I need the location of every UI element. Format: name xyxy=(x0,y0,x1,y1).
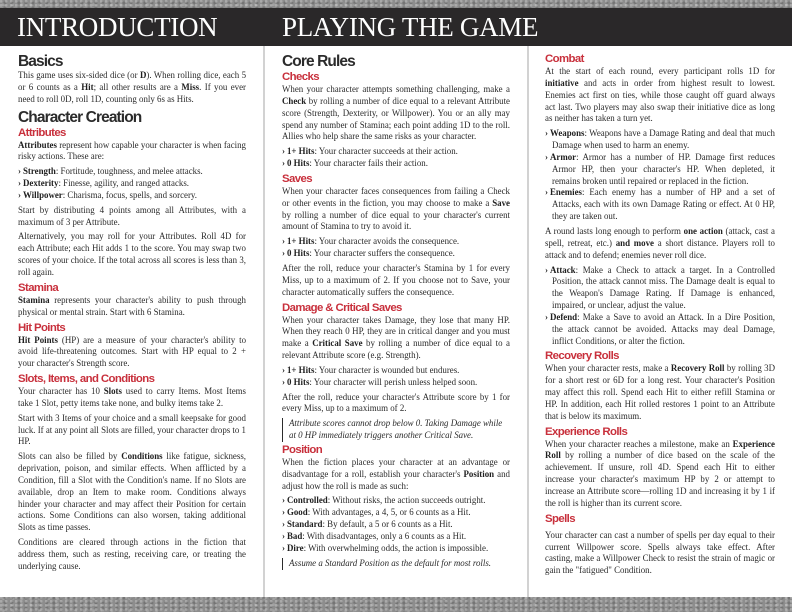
attributes-distribution-text: Start by distributing 4 points among all Attributes, with a maximum of 3 per Attribute. xyxy=(18,204,246,227)
saves-after-text: After the roll, reduce your character's Stamina by 1 for every Miss, up to a maximum of 2. If you choose not to Save, your character automatically suffers the consequence. xyxy=(282,262,510,297)
caret-icon: › xyxy=(545,128,548,139)
caret-icon: › xyxy=(545,187,548,198)
combat-column xyxy=(545,46,775,597)
list-item: › Attack: Make a Check to attack a target. In a Controlled Position, the attack cannot miss. The Damage dealt is equal to the Weapon's Damage Rating. If Damage is enhanced, impaired, or unclear, adjust the value. xyxy=(545,264,775,311)
list-item: › Defend: Make a Save to avoid an Attack. In a Dire Position, the attack cannot be avoided. Attacks may deal Damage, inflict Conditions, or alter the fiction. xyxy=(545,311,775,346)
list-item: › 1+ Hits: Your character is wounded but endures. xyxy=(282,364,460,375)
caret-icon: › xyxy=(545,151,548,162)
list-item: › 0 Hits: Your character fails their action. xyxy=(282,158,428,169)
caret-icon: › xyxy=(282,146,285,157)
hit-points-heading: Hit Points xyxy=(18,321,66,334)
attributes-list xyxy=(18,166,246,202)
conditions-cleared-text: Conditions are cleared through actions in the fiction that address them, such as resting, receiving care, or treating the underlying cause. xyxy=(18,537,246,571)
damage-heading: Damage & Critical Saves xyxy=(282,301,402,314)
hit-points-text: Hit Points (HP) are a measure of your character's ability to avoid life-threatening outcomes. Start with HP equal to 2 + your character's Strength score. xyxy=(18,334,246,369)
caret-icon: › xyxy=(282,495,285,506)
caret-icon: › xyxy=(545,264,548,275)
list-item: › Dire: With overwhelming odds, the action is impossible. xyxy=(282,542,489,553)
page-header xyxy=(0,8,792,46)
damage-after-text: After the roll, reduce your character's Attribute score by 1 for every Miss, up to a maximum of 2. xyxy=(282,391,510,414)
caret-icon: › xyxy=(282,376,285,387)
list-item: › Willpower: Charisma, focus, spells, and sorcery. xyxy=(18,189,197,200)
list-item: › 1+ Hits: Your character avoids the consequence. xyxy=(282,236,460,247)
stamina-text: Stamina represents your character's ability to push through physical or mental strain. Start with 6 Stamina. xyxy=(18,294,246,317)
caret-icon: › xyxy=(18,166,21,177)
checks-text: When your character attempts something challenging, make a Check by rolling a number of dice equal to a relevant Attribute score (Strength, Dexterity, or Willpower). You or an ally may spend any number of Stamina; each point adding 1D to the roll. Allies who help share the same risks as your character. xyxy=(282,84,510,142)
slots-text: Your character has 10 Slots used to carry Items. Most Items take 1 Slot, petty items take none, and bulky items take 2. xyxy=(18,386,246,408)
column-divider xyxy=(527,46,529,597)
position-heading: Position xyxy=(282,443,323,456)
slots-heading: Slots, Items, and Conditions xyxy=(18,373,155,386)
caret-icon: › xyxy=(282,248,285,259)
caret-icon: › xyxy=(282,507,285,518)
list-item: › 0 Hits: Your character suffers the consequence. xyxy=(282,248,455,259)
list-item: › Strength: Fortitude, toughness, and melee attacks. xyxy=(18,166,203,177)
bottom-texture-band xyxy=(0,597,792,612)
attributes-heading: Attributes xyxy=(18,126,66,139)
saves-heading: Saves xyxy=(282,172,312,185)
combat-equipment-list xyxy=(545,128,775,223)
caret-icon: › xyxy=(545,311,548,322)
list-item: › Weapons: Weapons have a Damage Rating and deal that much Damage when used to harm an enemy. xyxy=(545,128,775,151)
conditions-text: Slots can also be filled by Conditions like fatigue, sickness, deprivation, poison, and similar effects. When afflicted by a Condition, fill a Slot with the Condition's name. If no Slots are available, drop an Item to make room. Conditions always hinder your character and may affect their Position for certain actions. Some Conditions can also worsen, taking additional Slots as time passes. xyxy=(18,451,246,533)
list-item: › Armor: Armor has a number of HP. Damage first reduces Armor HP, then your character's HP. When depleted, it remains broken until repaired or replaced in the fiction. xyxy=(545,151,775,186)
combat-round-text: A round lasts long enough to perform one action (attack, cast a spell, retreat, etc.) and move a short distance. Players roll to attack and to defend; enemies never roll dice. xyxy=(545,225,775,260)
caret-icon: › xyxy=(282,519,285,530)
list-item: › Controlled: Without risks, the action succeeds outright. xyxy=(282,495,486,506)
spells-heading: Spells xyxy=(545,512,575,525)
basics-text: This game uses six-sided dice (or D). When rolling dice, each 5 or 6 counts as a Hit; all other results are a Miss. If you ever need to roll 0D, roll 1D, counting only 6s as Hits. xyxy=(18,70,246,104)
top-texture-band xyxy=(0,0,792,8)
combat-heading: Combat xyxy=(545,53,584,65)
caret-icon: › xyxy=(18,178,21,189)
position-list xyxy=(282,495,510,554)
playing-the-game-title: PLAYING THE GAME xyxy=(282,12,539,42)
attributes-roll-text: Alternatively, you may roll for your Attributes. Roll 4D for each Attribute; each Hit adds 1 to the score. You may swap two scores of your choice. If the total across all scores is less than 3, roll again. xyxy=(18,231,246,277)
stamina-heading: Stamina xyxy=(18,281,59,294)
position-text: When the fiction places your character at an advantage or disadvantage for a roll, establish your character's Position and adjust how the roll is made as such: xyxy=(282,456,510,491)
introduction-column xyxy=(18,46,246,597)
column-divider xyxy=(263,46,265,597)
damage-note: Attribute scores cannot drop below 0. Taking Damage while at 0 HP immediately triggers another Critical Save. xyxy=(282,418,510,442)
basics-heading: Basics xyxy=(18,53,63,70)
core-rules-heading: Core Rules xyxy=(282,53,355,70)
list-item: › Standard: By default, a 5 or 6 counts as a Hit. xyxy=(282,519,453,530)
caret-icon: › xyxy=(282,236,285,247)
caret-icon: › xyxy=(282,364,285,375)
page-content xyxy=(0,46,792,597)
checks-results-list xyxy=(282,146,510,170)
items-text: Start with 3 Items of your choice and a small keepsake for good luck. If at any point all Slots are filled, your character drops to 1 HP. xyxy=(18,412,246,447)
core-rules-column xyxy=(282,46,510,597)
list-item: › Good: With advantages, a 4, 5, or 6 counts as a Hit. xyxy=(282,507,471,518)
list-item: › Bad: With disadvantages, only a 6 counts as a Hit. xyxy=(282,531,467,541)
damage-results-list xyxy=(282,365,510,389)
caret-icon: › xyxy=(18,189,21,200)
caret-icon: › xyxy=(282,158,285,169)
recovery-rolls-heading: Recovery Rolls xyxy=(545,350,619,363)
combat-actions-list xyxy=(545,265,775,348)
list-item: › Dexterity: Finesse, agility, and ranged attacks. xyxy=(18,178,189,189)
saves-text: When your character faces consequences from failing a Check or other events in the fiction, you may choose to make a Save by rolling a number of dice equal to your character's current amount of Stamina to try to avoid it. xyxy=(282,185,510,232)
saves-results-list xyxy=(282,236,510,260)
character-creation-heading: Character Creation xyxy=(18,108,142,126)
caret-icon: › xyxy=(282,531,285,541)
experience-text: When your character reaches a milestone, make an Experience Roll by rolling a number of dice based on the scale of the achievement. If unsure, roll 4D. Spend each Hit to either increase your character's maximum HP by 2 or attempt to increase an Attribute score—rolling 1D and increasing it by 1 if the roll is higher than its current score. xyxy=(545,438,775,508)
list-item: › Enemies: Each enemy has a number of HP and a set of Attacks, each with its own Damage Rating or effect. At 0 HP, they are taken out. xyxy=(545,187,775,222)
introduction-title: INTRODUCTION xyxy=(17,12,218,42)
checks-heading: Checks xyxy=(282,71,319,83)
combat-text: At the start of each round, every participant rolls 1D for initiative and acts in order from highest result to lowest. Enemies act first on ties, while those caught off guard always act last. Two players may also swap their initiative dice as long as neither has taken a turn yet. xyxy=(545,66,775,124)
caret-icon: › xyxy=(282,542,285,553)
experience-rolls-heading: Experience Rolls xyxy=(545,425,628,438)
damage-text: When your character takes Damage, they lose that many HP. When they reach 0 HP, they are in critical danger and you must make a Critical Save by rolling a number of dice equal to a relevant Attribute score (e.g. Strength). xyxy=(282,314,510,361)
list-item: › 1+ Hits: Your character succeeds at their action. xyxy=(282,146,458,157)
position-note: Assume a Standard Position as the default for most rolls. xyxy=(282,558,510,570)
attributes-text: Attributes represent how capable your character is when facing risky actions. These are: xyxy=(18,139,246,162)
recovery-text: When your character rests, make a Recovery Roll by rolling 3D for a short rest or 6D for a long rest. Your character's Position may affect this roll. Spend each Hit to either refill Stamina or HP. In addition, each Hit rolled restores 1 point to an Attribute that is below its maximum. xyxy=(545,363,775,421)
list-item: › 0 Hits: Your character will perish unless helped soon. xyxy=(282,376,478,387)
spells-text: Your character can cast a number of spells per day equal to their current Willpower score. Spells always take effect. After casting, make a Willpower Check to resist the strain of magic or gain the "fatigued" Condition. xyxy=(545,529,775,576)
